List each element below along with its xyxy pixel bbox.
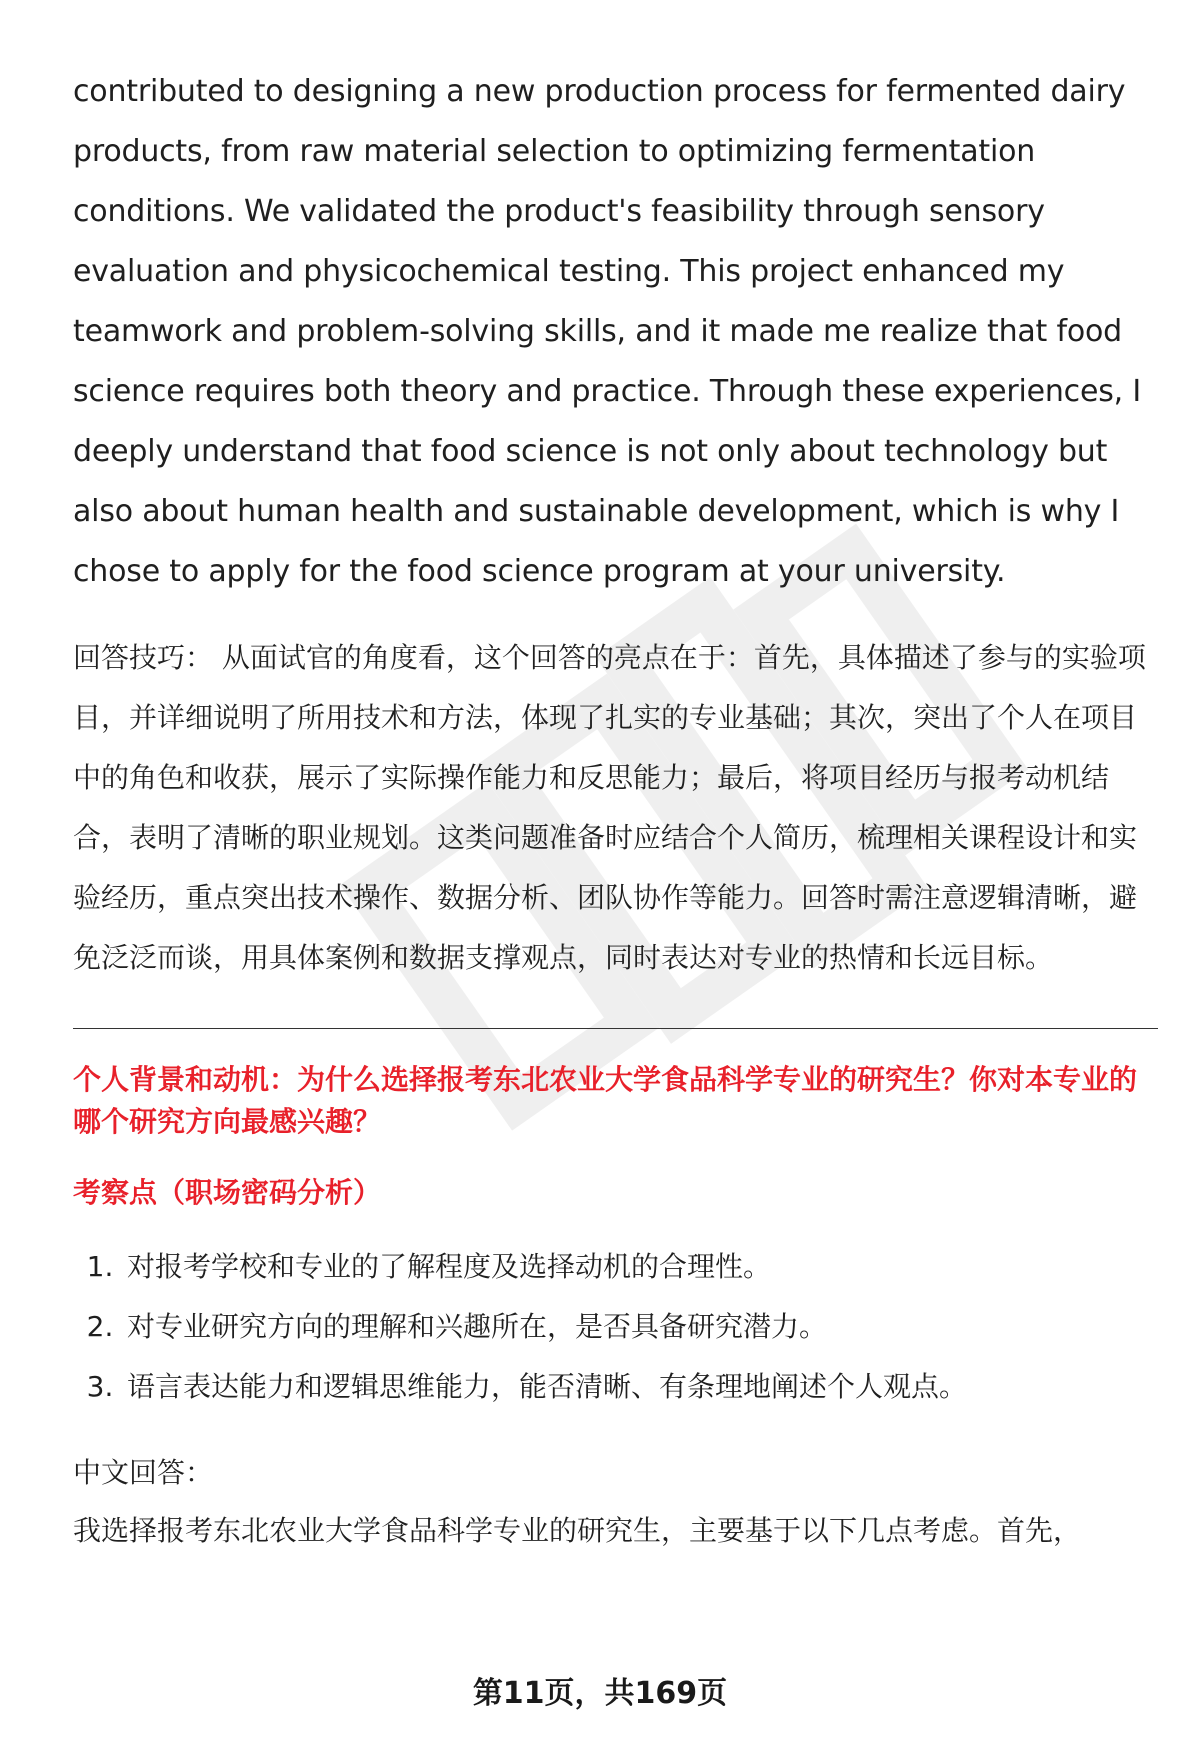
english-answer-paragraph: contributed to designing a new production process for fermented dairy products, from raw material selection to optimizing fermentation conditions. We validated the product's feasibility through sensory evaluation and physicochemical testing. This project enhanced my teamwork and problem-solving skills, and it made me realize that food science requires both theory and practice. Through these experiences, I deeply understand that food science is not only about technology but also about human health and sustainable development, which is why I chose to apply for the food science program at your university. <box>73 74 1141 589</box>
assessment-heading: 考察点（职场密码分析） <box>73 1176 382 1209</box>
list-item-text: 对报考学校和专业的了解程度及选择动机的合理性。 <box>127 1250 772 1283</box>
list-item <box>73 1357 1158 1417</box>
list-item <box>73 1237 1158 1297</box>
list-item-text: 对专业研究方向的理解和兴趣所在，是否具备研究潜力。 <box>127 1310 828 1343</box>
chinese-answer-text: 我选择报考东北农业大学食品科学专业的研究生，主要基于以下几点考虑。首先， <box>73 1514 1082 1547</box>
chinese-answer-label: 中文回答： <box>73 1456 214 1489</box>
page-number: 第11页，共169页 <box>472 1676 728 1711</box>
section-divider <box>73 1028 1158 1029</box>
list-item-number: 1. <box>86 1250 114 1283</box>
list-item <box>73 1297 1158 1357</box>
question-title: 个人背景和动机：为什么选择报考东北农业大学食品科学专业的研究生？你对本专业的哪个研究方向最感兴趣？ <box>73 1063 1138 1138</box>
list-item-number: 3. <box>86 1370 114 1403</box>
main-content <box>73 62 1158 1559</box>
assessment-points-list <box>73 1237 1158 1417</box>
list-item-text: 语言表达能力和逻辑思维能力，能否清晰、有条理地阐述个人观点。 <box>127 1370 968 1403</box>
list-item-number: 2. <box>86 1310 114 1343</box>
answer-tip-paragraph: 回答技巧： 从面试官的角度看，这个回答的亮点在于：首先，具体描述了参与的实验项目，并详细说明了所用技术和方法，体现了扎实的专业基础；其次，突出了个人在项目中的角色和收获，展示了实际操作能力和反思能力；最后，将项目经历与报考动机结合，表明了清晰的职业规划。这类问题准备时应结合个人简历，梳理相关课程设计和实验经历，重点突出技术操作、数据分析、团队协作等能力。回答时需注意逻辑清晰，避免泛泛而谈，用具体案例和数据支撑观点，同时表达对专业的热情和长远目标。 <box>73 641 1146 974</box>
